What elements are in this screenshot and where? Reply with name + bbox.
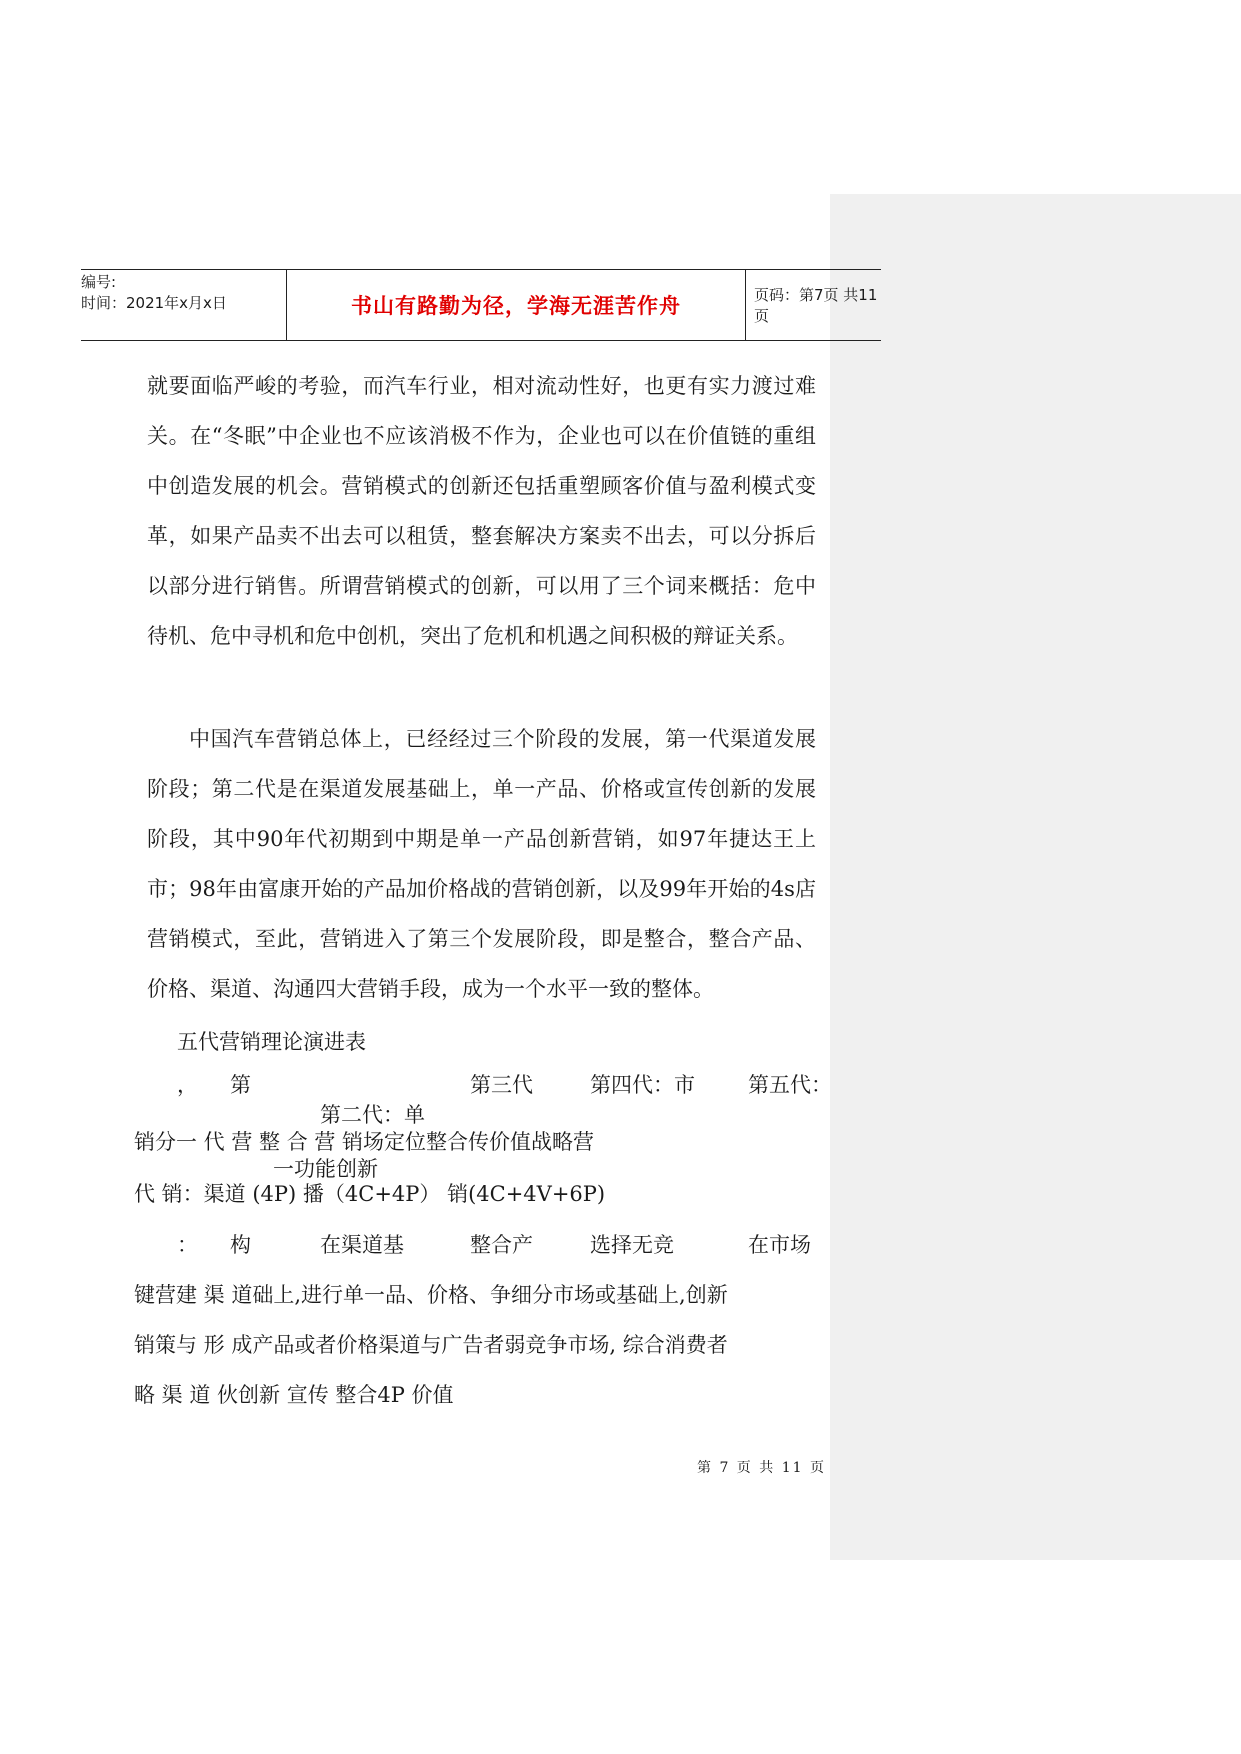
header-left-cell xyxy=(81,270,286,342)
table-fragment: 选择无竞 xyxy=(590,1233,674,1257)
document-header xyxy=(81,269,881,341)
table-fragment: 第二代：单 xyxy=(320,1103,425,1127)
table-fragment: 构 xyxy=(230,1233,251,1257)
header-page-cell xyxy=(746,270,889,340)
body-paragraph-1: 就要面临严峻的考验，而汽车行业，相对流动性好，也更有实力渡过难关。在“冬眠”中企业也不应该消极不作为，企业也可以在价值链的重组中创造发展的机会。营销模式的创新还包括重塑顾客价值与盈利模式变革，如果产品卖不出去可以租赁，整套解决方案卖不出去，可以分拆后以部分进行销售。所谓营销模式的创新，可以用了三个词来概括：危中待机、危中寻机和危中创机，突出了危机和机遇之间积极的辩证关系。 xyxy=(147,374,816,648)
table-fragment: 代 销：渠道 (4P) 播（4C+4P） 销(4C+4V+6P) xyxy=(134,1182,606,1206)
table-fragment: 略 渠 道 伙创新 宣传 整合4P 价值 xyxy=(134,1383,454,1407)
table-fragment: 销分一 代 营 整 合 营 销场定位整合传价值战略营 xyxy=(134,1130,595,1154)
table-fragment: 整合产 xyxy=(470,1233,533,1257)
body-paragraph-2: 中国汽车营销总体上，已经经过三个阶段的发展，第一代渠道发展阶段；第二代是在渠道发展基础上，单一产品、价格或宣传创新的发展阶段，其中90年代初期到中期是单一产品创新营销，如97年捷达王上市；98年由富康开始的产品加价格战的营销创新，以及99年开始的4s店营销模式，至此，营销进入了第三个发展阶段，即是整合，整合产品、价格、渠道、沟通四大营销手段，成为一个水平一致的整体。 xyxy=(147,727,816,1001)
table-fragment: ： xyxy=(177,1233,198,1257)
table-fragment: 在渠道基 xyxy=(320,1233,404,1257)
table-fragment: 第三代 xyxy=(470,1073,533,1097)
table-fragment: 第 xyxy=(230,1073,251,1097)
doc-number-label: 编号: xyxy=(81,273,117,291)
doc-date-label: 时间：2021年x月x日 xyxy=(81,294,227,312)
table-fragment: 键营建 渠 道础上,进行单一品、价格、争细分市场或基础上,创新 xyxy=(134,1283,728,1307)
header-page-label: 页码：第7页 共11页 xyxy=(754,286,878,325)
page-footer: 第 7 页 共 11 页 xyxy=(697,1460,826,1476)
table-fragment: 销策与 形 成产品或者价格渠道与广告者弱竞争市场, 综合消费者 xyxy=(134,1333,728,1357)
header-motto-cell xyxy=(286,270,746,340)
comment-pane xyxy=(830,194,1241,1560)
table-fragment: ， xyxy=(177,1073,198,1097)
table-fragment: 第四代：市 xyxy=(590,1073,695,1097)
header-motto: 书山有路勤为径，学海无涯苦作舟 xyxy=(351,294,681,318)
table-fragment: 在市场 xyxy=(748,1233,811,1257)
table-title: 五代营销理论演进表 xyxy=(177,1030,366,1054)
table-fragment: 第五代： xyxy=(748,1073,832,1097)
table-fragment: 一功能创新 xyxy=(273,1157,378,1181)
